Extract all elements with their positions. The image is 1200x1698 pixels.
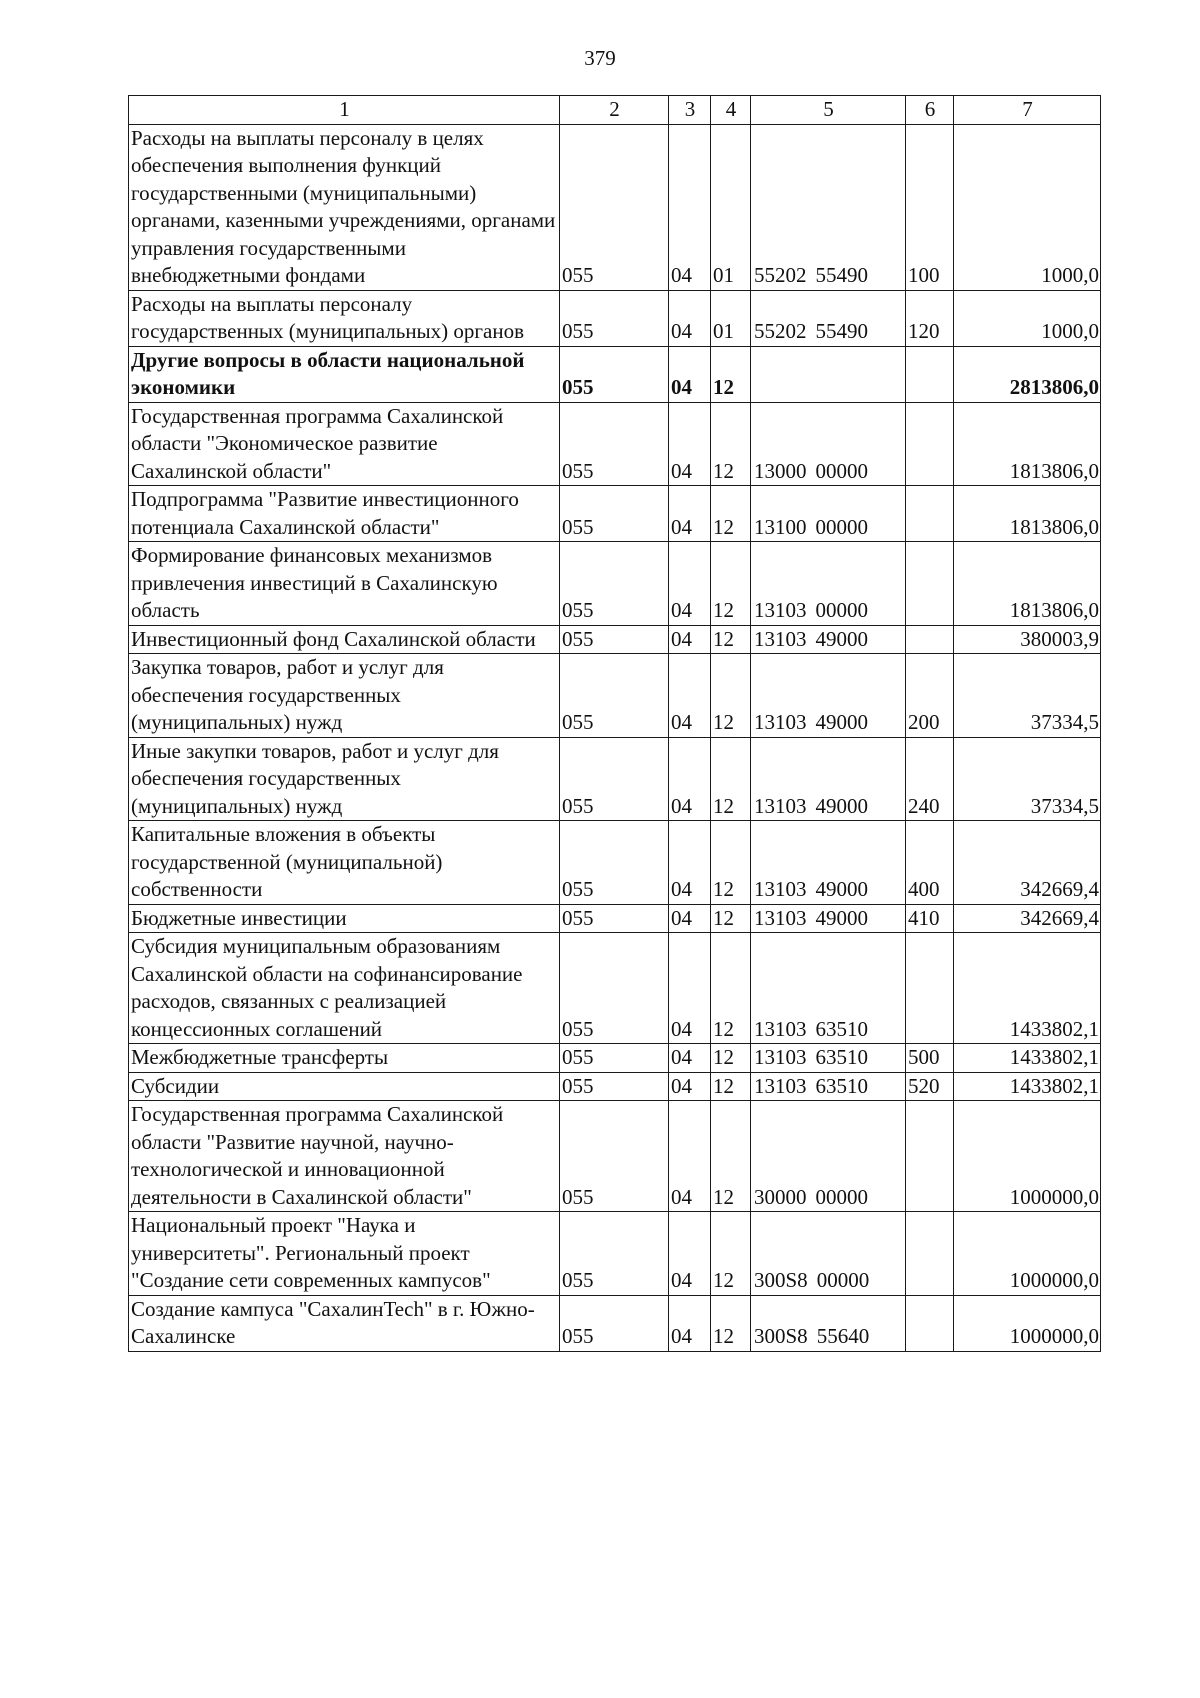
target-article-cell	[751, 124, 906, 290]
section-code-cell: 04	[669, 625, 711, 654]
target-direction-code: 00000	[816, 1268, 870, 1292]
target-article-cell	[751, 625, 906, 654]
target-direction-code: 49000	[815, 905, 868, 930]
target-direction-code: 55490	[815, 319, 868, 343]
amount-cell: 342669,4	[954, 821, 1101, 905]
expense-type-cell	[906, 486, 954, 542]
amount-cell: 1000000,0	[954, 1101, 1101, 1212]
row-name-cell: Капитальные вложения в объекты государственной (муниципальной) собственности	[129, 821, 560, 905]
expense-type-cell	[906, 933, 954, 1044]
budget-table	[128, 95, 1101, 1352]
expense-type-cell: 200	[906, 654, 954, 738]
expense-type-cell: 520	[906, 1072, 954, 1101]
target-direction-code: 00000	[815, 514, 868, 539]
ministry-code-cell: 055	[560, 1044, 669, 1073]
table-row	[129, 124, 1101, 290]
subsection-code-cell: 12	[711, 1295, 751, 1351]
target-direction-code: 00000	[815, 458, 868, 483]
target-program-code: 13103	[754, 626, 807, 651]
ministry-code-cell: 055	[560, 124, 669, 290]
expense-type-cell	[906, 1101, 954, 1212]
header-cell: 4	[711, 96, 751, 125]
ministry-code-cell: 055	[560, 290, 669, 346]
target-article-cell	[751, 904, 906, 933]
ministry-code-cell: 055	[560, 933, 669, 1044]
target-program-code: 300S8	[754, 1268, 808, 1292]
target-program-code: 300S8	[754, 1324, 808, 1348]
subsection-code-cell: 12	[711, 821, 751, 905]
table-row	[129, 1072, 1101, 1101]
ministry-code-cell: 055	[560, 346, 669, 402]
subsection-code-cell: 12	[711, 542, 751, 626]
target-direction-code: 00000	[815, 1184, 868, 1209]
expense-type-cell	[906, 402, 954, 486]
expense-type-cell: 100	[906, 124, 954, 290]
section-code-cell: 04	[669, 933, 711, 1044]
subsection-code-cell: 12	[711, 933, 751, 1044]
subsection-code-cell: 01	[711, 124, 751, 290]
target-program-code: 13103	[754, 710, 807, 734]
target-article-cell	[751, 542, 906, 626]
section-code-cell: 04	[669, 1295, 711, 1351]
section-code-cell: 04	[669, 542, 711, 626]
target-article-cell	[751, 933, 906, 1044]
subsection-code-cell: 12	[711, 654, 751, 738]
row-name-cell: Создание кампуса "СахалинTech" в г. Южно-Сахалинске	[129, 1295, 560, 1351]
header-cell: 2	[560, 96, 669, 125]
ministry-code-cell: 055	[560, 542, 669, 626]
target-program-code: 13103	[754, 598, 807, 622]
table-row	[129, 290, 1101, 346]
target-direction-code: 63510	[815, 1045, 868, 1069]
subsection-code-cell: 12	[711, 625, 751, 654]
target-direction-code: 00000	[815, 598, 868, 622]
ministry-code-cell: 055	[560, 737, 669, 821]
expense-type-cell: 500	[906, 1044, 954, 1073]
target-direction-code: 49000	[815, 877, 868, 901]
amount-cell: 1813806,0	[954, 542, 1101, 626]
target-article-cell	[751, 1295, 906, 1351]
target-program-code: 13103	[754, 1073, 807, 1098]
header-cell: 7	[954, 96, 1101, 125]
expense-type-cell: 240	[906, 737, 954, 821]
section-code-cell: 04	[669, 1072, 711, 1101]
expense-type-cell: 410	[906, 904, 954, 933]
target-article-cell	[751, 402, 906, 486]
target-direction-code: 63510	[815, 1073, 868, 1098]
target-article-cell	[751, 1101, 906, 1212]
header-cell: 5	[751, 96, 906, 125]
target-direction-code: 49000	[815, 793, 868, 818]
table-row	[129, 654, 1101, 738]
row-name-cell: Закупка товаров, работ и услуг для обеспечения государственных (муниципальных) нужд	[129, 654, 560, 738]
target-article-cell	[751, 737, 906, 821]
table-row	[129, 737, 1101, 821]
target-direction-code: 49000	[815, 626, 868, 651]
row-name-cell: Иные закупки товаров, работ и услуг для обеспечения государственных (муниципальных) нужд	[129, 737, 560, 821]
expense-type-cell	[906, 542, 954, 626]
expense-type-cell	[906, 346, 954, 402]
amount-cell: 1000,0	[954, 124, 1101, 290]
ministry-code-cell: 055	[560, 486, 669, 542]
subsection-code-cell: 01	[711, 290, 751, 346]
target-direction-code: 49000	[815, 710, 868, 734]
ministry-code-cell: 055	[560, 821, 669, 905]
amount-cell: 342669,4	[954, 904, 1101, 933]
section-code-cell: 04	[669, 346, 711, 402]
table-row	[129, 904, 1101, 933]
table-row	[129, 625, 1101, 654]
subsection-code-cell: 12	[711, 346, 751, 402]
ministry-code-cell: 055	[560, 1072, 669, 1101]
header-cell: 3	[669, 96, 711, 125]
row-name-cell: Другие вопросы в области национальной экономики	[129, 346, 560, 402]
section-code-cell: 04	[669, 1044, 711, 1073]
expense-type-cell	[906, 1295, 954, 1351]
table-row	[129, 1212, 1101, 1296]
ministry-code-cell: 055	[560, 625, 669, 654]
row-name-cell: Государственная программа Сахалинской области "Развитие научной, научно-технологической и инновационной деятельности в Сахалинской области"	[129, 1101, 560, 1212]
table-row	[129, 486, 1101, 542]
target-article-cell	[751, 1212, 906, 1296]
table-row	[129, 402, 1101, 486]
amount-cell: 1813806,0	[954, 486, 1101, 542]
amount-cell: 1433802,1	[954, 1072, 1101, 1101]
target-program-code: 13103	[754, 905, 807, 930]
subsection-code-cell: 12	[711, 1101, 751, 1212]
target-article-cell	[751, 290, 906, 346]
target-direction-code: 55490	[815, 263, 868, 287]
amount-cell: 37334,5	[954, 737, 1101, 821]
target-program-code: 13103	[754, 1016, 807, 1041]
target-direction-code: 55640	[816, 1324, 870, 1348]
target-article-cell	[751, 654, 906, 738]
row-name-cell: Формирование финансовых механизмов привлечения инвестиций в Сахалинскую область	[129, 542, 560, 626]
row-name-cell: Межбюджетные трансферты	[129, 1044, 560, 1073]
target-program-code: 55202	[754, 263, 807, 287]
target-direction-code: 63510	[815, 1016, 868, 1041]
target-program-code: 13103	[754, 793, 807, 818]
target-program-code: 55202	[754, 319, 807, 343]
subsection-code-cell: 12	[711, 1072, 751, 1101]
section-code-cell: 04	[669, 904, 711, 933]
ministry-code-cell: 055	[560, 1101, 669, 1212]
header-row	[129, 96, 1101, 125]
target-program-code: 13100	[754, 514, 807, 539]
section-code-cell: 04	[669, 654, 711, 738]
target-article-cell	[751, 1072, 906, 1101]
amount-cell: 1000,0	[954, 290, 1101, 346]
target-program-code: 13000	[754, 458, 807, 483]
subsection-code-cell: 12	[711, 904, 751, 933]
expense-type-cell: 120	[906, 290, 954, 346]
subsection-code-cell: 12	[711, 1212, 751, 1296]
row-name-cell: Государственная программа Сахалинской области "Экономическое развитие Сахалинской области"	[129, 402, 560, 486]
subsection-code-cell: 12	[711, 402, 751, 486]
header-cell: 6	[906, 96, 954, 125]
section-code-cell: 04	[669, 1212, 711, 1296]
row-name-cell: Субсидия муниципальным образованиям Сахалинской области на софинансирование расходов, связанных с реализацией концессионных соглашений	[129, 933, 560, 1044]
section-code-cell: 04	[669, 1101, 711, 1212]
subsection-code-cell: 12	[711, 737, 751, 821]
amount-cell: 1000000,0	[954, 1212, 1101, 1296]
table-body	[129, 124, 1101, 1351]
section-code-cell: 04	[669, 821, 711, 905]
row-name-cell: Бюджетные инвестиции	[129, 904, 560, 933]
section-code-cell: 04	[669, 290, 711, 346]
target-article-cell	[751, 346, 906, 402]
ministry-code-cell: 055	[560, 402, 669, 486]
target-article-cell	[751, 1044, 906, 1073]
table-row	[129, 1044, 1101, 1073]
section-code-cell: 04	[669, 402, 711, 486]
amount-cell: 380003,9	[954, 625, 1101, 654]
subsection-code-cell: 12	[711, 1044, 751, 1073]
target-article-cell	[751, 486, 906, 542]
section-code-cell: 04	[669, 737, 711, 821]
amount-cell: 37334,5	[954, 654, 1101, 738]
table-row	[129, 1295, 1101, 1351]
amount-cell: 2813806,0	[954, 346, 1101, 402]
section-code-cell: 04	[669, 124, 711, 290]
row-name-cell: Национальный проект "Наука и университеты". Региональный проект "Создание сети современных кампусов"	[129, 1212, 560, 1296]
ministry-code-cell: 055	[560, 1212, 669, 1296]
row-name-cell: Субсидии	[129, 1072, 560, 1101]
amount-cell: 1813806,0	[954, 402, 1101, 486]
expense-type-cell: 400	[906, 821, 954, 905]
target-program-code: 30000	[754, 1184, 807, 1209]
table-row	[129, 346, 1101, 402]
ministry-code-cell: 055	[560, 654, 669, 738]
target-program-code: 13103	[754, 1045, 807, 1069]
section-code-cell: 04	[669, 486, 711, 542]
amount-cell: 1433802,1	[954, 1044, 1101, 1073]
expense-type-cell	[906, 625, 954, 654]
target-program-code: 13103	[754, 877, 807, 901]
ministry-code-cell: 055	[560, 904, 669, 933]
table-row	[129, 542, 1101, 626]
row-name-cell: Расходы на выплаты персоналу государственных (муниципальных) органов	[129, 290, 560, 346]
row-name-cell: Подпрограмма "Развитие инвестиционного потенциала Сахалинской области"	[129, 486, 560, 542]
subsection-code-cell: 12	[711, 486, 751, 542]
header-cell: 1	[129, 96, 560, 125]
target-article-cell	[751, 821, 906, 905]
ministry-code-cell: 055	[560, 1295, 669, 1351]
page-number: 379	[584, 46, 616, 70]
amount-cell: 1433802,1	[954, 933, 1101, 1044]
expense-type-cell	[906, 1212, 954, 1296]
row-name-cell: Расходы на выплаты персоналу в целях обеспечения выполнения функций государственными (муниципальными) органами, казенными учреждениями, органами управления государственными внебюджетными фондами	[129, 124, 560, 290]
row-name-cell: Инвестиционный фонд Сахалинской области	[129, 625, 560, 654]
table-row	[129, 821, 1101, 905]
amount-cell: 1000000,0	[954, 1295, 1101, 1351]
table-row	[129, 1101, 1101, 1212]
table-row	[129, 933, 1101, 1044]
